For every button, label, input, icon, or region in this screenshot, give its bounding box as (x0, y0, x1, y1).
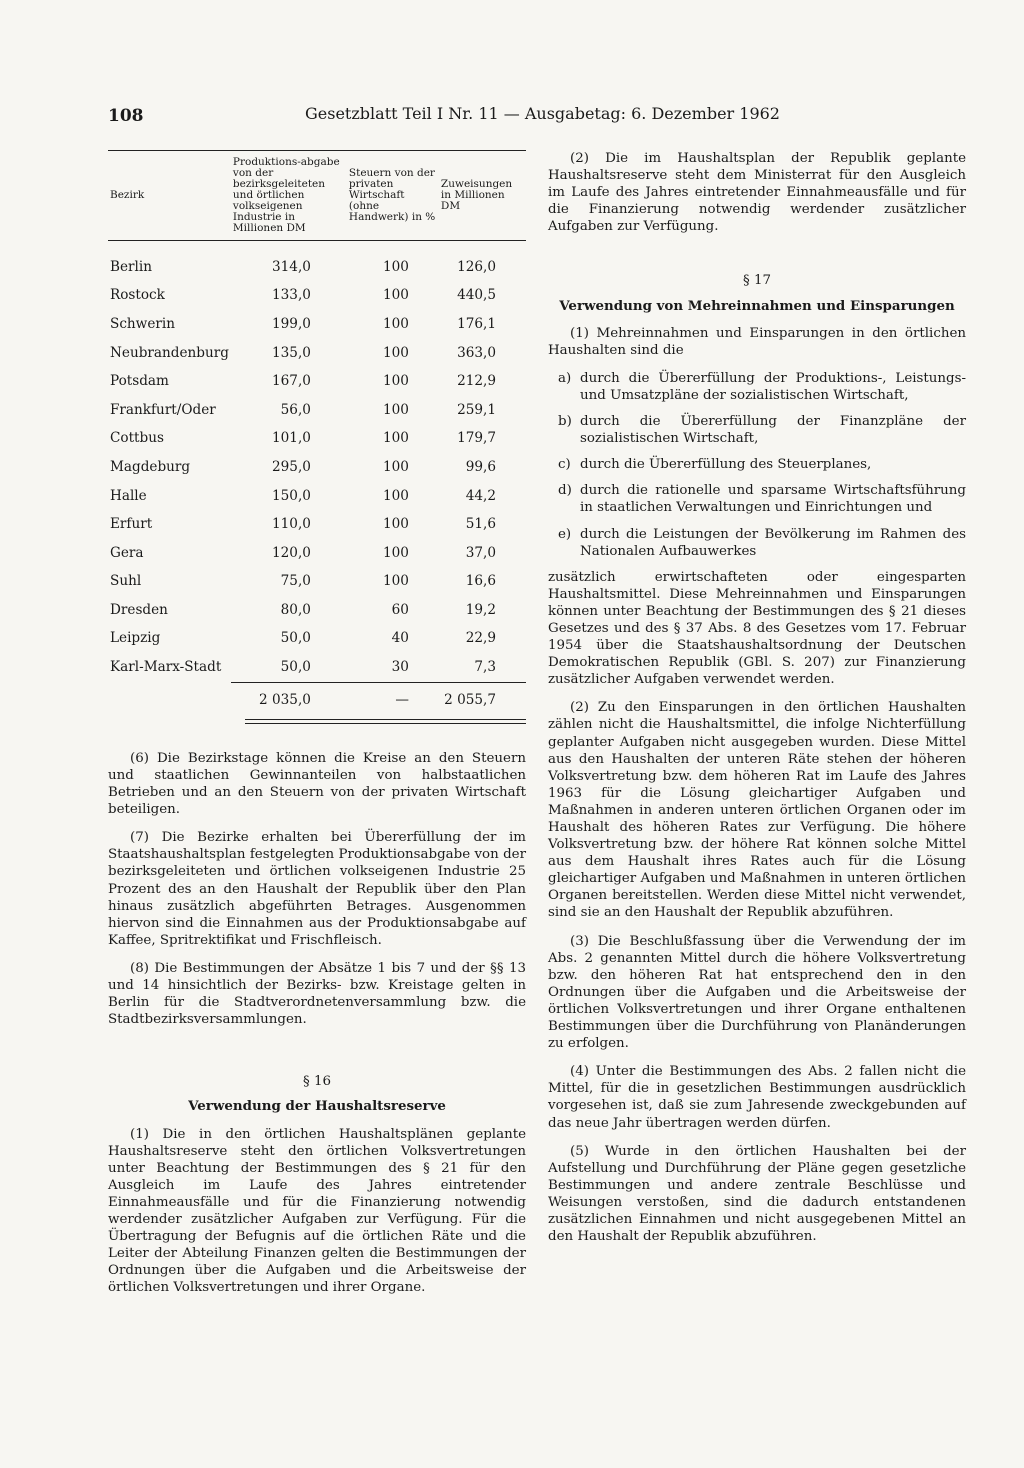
total-steuern: — (347, 682, 439, 719)
cell-zuweisungen: 259,1 (457, 401, 496, 418)
cell-bezirk: Potsdam (110, 373, 169, 390)
cell-steuern: 100 (382, 287, 409, 304)
list-item-label: e) (558, 526, 572, 542)
page-header: Gesetzblatt Teil I Nr. 11 — Ausgabetag: 6. Dezember 1962 (305, 104, 780, 123)
cell-bezirk: Cottbus (110, 430, 164, 447)
col-header-steuern: Steuern von der privaten Wirtschaft (ohne Handwerk) in % (348, 167, 436, 223)
table-row (108, 482, 526, 511)
section-17-title: Verwendung von Mehreinnahmen und Einsparungen (559, 297, 955, 314)
section-17-paragraph-4: (4) Unter die Bestimmungen des Abs. 2 fallen nicht die Mittel, für die in gesetzlichen Bestimmungen ausdrücklich vorgesehen ist, daß sie zum Jahresende zweckgebunden auf das neue Jahr übertragen werden dürfen. (548, 1064, 966, 1131)
list-item-label: b) (558, 414, 572, 430)
cell-zuweisungen: 179,7 (457, 430, 496, 447)
section-16-title: Verwendung der Haushaltsreserve (188, 1098, 446, 1115)
cell-steuern: 30 (391, 659, 409, 676)
cell-zuweisungen: 363,0 (457, 344, 496, 361)
cell-zuweisungen: 22,9 (465, 630, 496, 647)
total-produktion: 2 035,0 (231, 682, 347, 719)
list-item (558, 456, 966, 473)
cell-zuweisungen: 44,2 (465, 487, 496, 504)
col-header-bezirk: Bezirk (110, 189, 145, 201)
section-16-paragraph-1: (1) Die in den örtlichen Haushaltsplänen geplante Haushaltsreserve steht den örtlichen Volksvertretungen unter Beachtung der Bestimmungen des § 21 für den Ausgleich im Laufe des Jahres eintretender Einnahmeausfälle und für die Finanzierung notwendig werdender zusätzlicher Aufgaben zur Verfügung. Für die Übertragung der Befugnis auf die örtlichen Räte und die Leiter der Abteilung Finanzen gelten die Bestimmungen der Ordnungen über die Aufgaben und die Arbeitsweise der örtlichen Volksvertretungen und ihrer Organe. (108, 1126, 526, 1296)
cell-bezirk: Dresden (110, 601, 168, 618)
cell-bezirk: Frankfurt/Oder (110, 401, 216, 418)
cell-steuern: 100 (382, 315, 409, 332)
table-row (108, 339, 526, 368)
table-row (108, 653, 526, 682)
enumerated-list (548, 370, 966, 560)
section-17-paragraph-3: (3) Die Beschlußfassung über die Verwendung der im Abs. 2 genannten Mittel durch die höhere Volksvertretung bzw. den höheren Rat hat entsprechend den in den Ordnungen über die Aufgaben und die Arbeitsweise der örtlichen Volksvertretungen und ihrer Organe enthaltenen Bestimmungen über die Durchführung von Planänderungen zu erfolgen. (548, 933, 966, 1052)
paragraph-8: (8) Die Bestimmungen der Absätze 1 bis 7 und der §§ 13 und 14 hinsichtlich der Bezirks- bzw. Kreistage gelten in Berlin für die Stadtverordnetenversammlung bzw. die Stadtbezirksversammlungen. (108, 960, 526, 1028)
cell-steuern: 100 (382, 458, 409, 475)
list-item-text: durch die Übererfüllung der Finanzpläne der sozialistischen Wirtschaft, (580, 414, 966, 447)
table-row (108, 596, 526, 625)
cell-bezirk: Leipzig (110, 630, 161, 647)
cell-zuweisungen: 99,6 (465, 458, 496, 475)
cell-zuweisungen: 7,3 (474, 659, 496, 676)
table-total-row (108, 682, 526, 719)
list-item (558, 482, 966, 516)
cell-produktion: 295,0 (272, 458, 311, 475)
section-16-heading: § 16 (303, 1074, 331, 1090)
cell-produktion: 50,0 (280, 630, 311, 647)
list-item-label: d) (558, 483, 572, 499)
cell-steuern: 100 (382, 544, 409, 561)
table-row (108, 310, 526, 339)
cell-steuern: 100 (382, 401, 409, 418)
cell-bezirk: Halle (110, 487, 147, 504)
cell-produktion: 101,0 (272, 430, 311, 447)
table-row (108, 425, 526, 454)
list-item-text: durch die Übererfüllung der Produktions-, Leistungs- und Umsatzpläne der sozialistischen Wirtschaft, (580, 370, 966, 403)
cell-bezirk: Neubrandenburg (110, 344, 229, 361)
cell-bezirk: Rostock (110, 287, 165, 304)
cell-steuern: 100 (382, 516, 409, 533)
cell-produktion: 167,0 (272, 373, 311, 390)
left-column (108, 150, 526, 1307)
cell-bezirk: Schwerin (110, 315, 175, 332)
cell-produktion: 80,0 (280, 601, 311, 618)
section-17-paragraph-5: (5) Wurde in den örtlichen Haushalten bei der Aufstellung und Durchführung der Pläne gegen gesetzliche Bestimmungen und andere zentrale Beschlüsse und Weisungen verstoßen, sind die dadurch entstandenen zusätzlichen Einnahmen und nicht ausgegebenen Mittel an den Haushalt der Republik abzuführen. (548, 1143, 966, 1245)
cell-steuern: 100 (382, 344, 409, 361)
cell-produktion: 75,0 (280, 573, 311, 590)
list-item-text: durch die Übererfüllung des Steuerplanes, (580, 457, 872, 473)
table-row (108, 625, 526, 654)
table-row (108, 568, 526, 597)
allocation-table (108, 150, 526, 724)
total-zuweisungen: 2 055,7 (439, 682, 526, 719)
cell-produktion: 199,0 (272, 315, 311, 332)
table-row (108, 510, 526, 539)
page-number: 108 (108, 106, 144, 126)
section-17-paragraph-1-intro: (1) Mehreinnahmen und Einsparungen in den örtlichen Haushalten sind die (548, 325, 966, 358)
cell-bezirk: Suhl (110, 573, 142, 590)
cell-steuern: 40 (391, 630, 409, 647)
list-item (558, 526, 966, 560)
list-item (558, 370, 966, 404)
cell-zuweisungen: 16,6 (465, 573, 496, 590)
paragraph-7: (7) Die Bezirke erhalten bei Übererfüllung der im Staatshaushaltsplan festgelegten Produktionsabgabe von der bezirksgeleiteten und örtlichen volkseigenen Industrie 25 Prozent des an den Haushalt der Republik über den Plan hinaus zusätzlich abgeführten Betrages. Ausgenommen hiervon sind die Einnahmen aus der Produktionsabgabe auf Kaffee, Spritrektifikat und Frischfleisch. (108, 830, 526, 948)
table-row (108, 396, 526, 425)
table-row (108, 539, 526, 568)
cell-steuern: 100 (382, 258, 409, 275)
cell-zuweisungen: 37,0 (465, 544, 496, 561)
list-item (558, 413, 966, 447)
cell-zuweisungen: 212,9 (457, 373, 496, 390)
table-row (108, 282, 526, 311)
cell-produktion: 150,0 (272, 487, 311, 504)
table-row (108, 367, 526, 396)
cell-blank (108, 682, 231, 719)
cell-zuweisungen: 440,5 (457, 287, 496, 304)
cell-bezirk: Gera (110, 544, 144, 561)
table-row (108, 453, 526, 482)
right-column (548, 150, 966, 1256)
section-17-heading: § 17 (743, 273, 771, 289)
list-item-label: c) (558, 457, 571, 473)
cell-bezirk: Magdeburg (110, 458, 191, 475)
list-item-text: durch die Leistungen der Bevölkerung im Rahmen des Nationalen Aufbauwerkes (580, 526, 966, 559)
col-header-zuweisungen: Zuweisungen in Millionen DM (440, 178, 513, 212)
cell-zuweisungen: 19,2 (465, 601, 496, 618)
cell-zuweisungen: 51,6 (465, 516, 496, 533)
section-17-paragraph-1-rest: zusätzlich erwirtschafteten oder eingesparten Haushaltsmittel. Diese Mehreinnahmen und Einsparungen können unter Beachtung der Bestimmungen des § 21 dieses Gesetzes und des § 37 Abs. 8 des Gesetzes vom 17. Februar 1954 über die Staatshaushaltsordnung der Deutschen Demokratischen Republik (GBl. S. 207) zur Finanzierung zusätzlicher Aufgaben verwendet werden. (548, 569, 966, 688)
cell-produktion: 135,0 (272, 344, 311, 361)
paragraph-6: (6) Die Bezirkstage können die Kreise an den Steuern und staatlichen Gewinnanteilen von halbstaatlichen Betrieben und an den Steuern von der privaten Wirtschaft beteiligen. (108, 750, 526, 818)
cell-zuweisungen: 176,1 (457, 315, 496, 332)
cell-zuweisungen: 126,0 (457, 258, 496, 275)
table-row (108, 241, 526, 282)
cell-bezirk: Erfurt (110, 516, 153, 533)
cell-bezirk: Berlin (110, 258, 152, 275)
cell-produktion: 314,0 (272, 258, 311, 275)
cell-produktion: 56,0 (280, 401, 311, 418)
table-body (108, 241, 526, 719)
cell-produktion: 50,0 (280, 659, 311, 676)
cell-steuern: 100 (382, 487, 409, 504)
list-item-text: durch die rationelle und sparsame Wirtschaftsführung in staatlichen Verwaltungen und Einrichtungen und (580, 483, 966, 516)
list-item-label: a) (558, 370, 572, 386)
cell-steuern: 100 (382, 430, 409, 447)
section-16-paragraph-2: (2) Die im Haushaltsplan der Republik geplante Haushaltsreserve steht dem Ministerrat für den Ausgleich im Laufe des Jahres eintretender Einnahmeausfälle und für die Finanzierung notwendig werdender zusätzlicher Aufgaben zur Verfügung. (548, 151, 966, 235)
col-header-produktion: Produktions-abgabe von der bezirksgeleiteten und örtlichen volkseigenen Industrie in Millionen DM (232, 156, 340, 234)
cell-steuern: 100 (382, 573, 409, 590)
section-17-paragraph-2: (2) Zu den Einsparungen in den örtlichen Haushalten zählen nicht die Haushaltsmittel, die infolge Nichterfüllung geplanter Aufgaben nicht ausgegeben wurden. Diese Mittel aus den Haushalten der unteren Räte stehen der höheren Volksvertretung bzw. dem höheren Rat im Laufe des Jahres 1963 für die Lösung gleichartiger Aufgaben und Maßnahmen in anderen unteren örtlichen Organen oder im Haushalt des höheren Rates zur Verfügung. Die höhere Volksvertretung bzw. der höhere Rat können solche Mittel aus dem Haushalt ihres Rates auch für die Lösung gleichartiger Aufgaben und Maßnahmen in unteren örtlichen Organen bereitstellen. Werden diese Mittel nicht verwendet, sind sie an den Haushalt der Republik abzuführen. (548, 700, 966, 921)
cell-produktion: 110,0 (272, 516, 311, 533)
cell-steuern: 100 (382, 373, 409, 390)
cell-produktion: 120,0 (272, 544, 311, 561)
cell-bezirk: Karl-Marx-Stadt (110, 659, 222, 676)
cell-produktion: 133,0 (272, 287, 311, 304)
cell-steuern: 60 (391, 601, 409, 618)
